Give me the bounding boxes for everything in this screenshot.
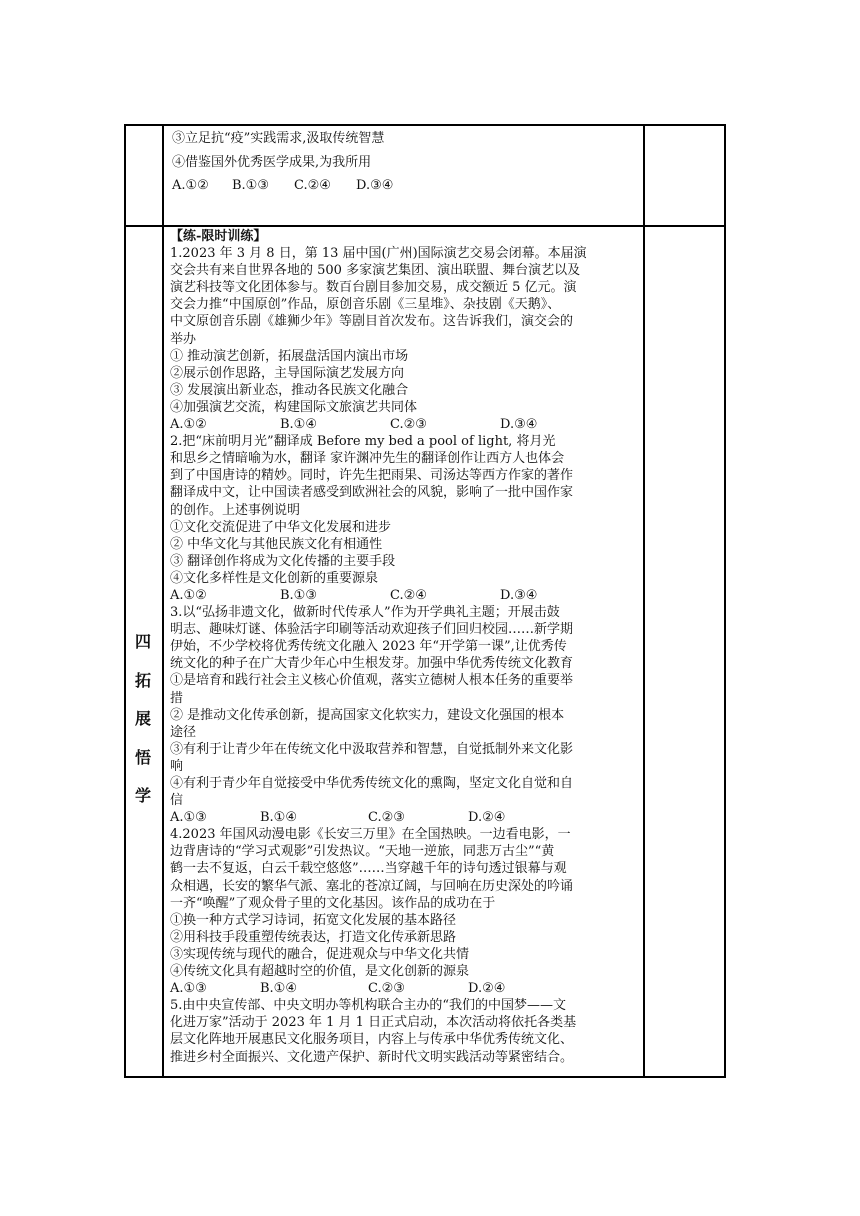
- top-options: [172, 175, 642, 199]
- q3-item: 途径: [170, 724, 197, 740]
- q3-item: ①是培育和践行社会主义核心价值观，落实立德树人根本任务的重要举: [170, 673, 574, 689]
- q3-item: ③有利于让青少年在传统文化中汲取营养和智慧，自觉抵制外来文化影: [170, 741, 574, 757]
- q2-options: [170, 587, 644, 604]
- q2-stem-line: 和思乡之情暗喻为水，翻译 家许渊冲先生的翻译创作让西方人也体会: [170, 451, 565, 467]
- table-border-right: [724, 124, 726, 1078]
- q4-item: ②用科技手段重塑传统表达，打造文化传承新思路: [170, 929, 457, 945]
- q1-option-a: A.①②: [170, 417, 207, 433]
- table-border-top: [124, 124, 726, 126]
- top-line-4: ④借鉴国外优秀医学成果,为我所用: [172, 154, 372, 170]
- q1-stem-line: 交会力推“中国原创”作品，原创音乐剧《三星堆》、杂技剧《天鹅》、: [170, 297, 561, 313]
- q4-options: [170, 980, 644, 997]
- column-divider-label: [162, 124, 164, 1078]
- q4-option-d: D.②④: [468, 981, 506, 997]
- q1-option-c: C.②③: [390, 417, 427, 433]
- row-divider: [124, 225, 726, 227]
- q4-option-b: B.①④: [260, 981, 297, 997]
- q3-item: 措: [170, 690, 184, 706]
- q2-item: ①文化交流促进了中华文化发展和进步: [170, 519, 392, 535]
- q4-item: ③实现传统与现代的融合，促进观众与中华文化共情: [170, 946, 470, 962]
- q4-stem-line: 4.2023 年国风动漫电影《长安三万里》在全国热映。一边看电影，一: [170, 827, 571, 843]
- q2-stem-line: 翻译成中文，让中国读者感受到欧洲社会的风貌，影响了一批中国作家: [170, 485, 574, 501]
- q3-item: ② 是推动文化传承创新，提高国家文化软实力，建设文化强国的根本: [170, 707, 565, 723]
- q5-stem-line: 层文化阵地开展惠民文化服务项目，内容上与传承中华优秀传统文化、: [170, 1032, 574, 1048]
- q4-option-a: A.①③: [170, 981, 207, 997]
- q3-item: 信: [170, 793, 184, 809]
- q2-option-a: A.①②: [170, 587, 207, 603]
- q3-option-b: B.①④: [260, 810, 297, 826]
- q1-options: [170, 416, 644, 433]
- q1-stem-line: 中文原创音乐剧《雄狮少年》等剧目首次发布。这告诉我们，演交会的: [170, 314, 574, 330]
- q1-item: ④加强演艺交流，构建国际文旅演艺共同体: [170, 399, 418, 415]
- q2-stem-line: 的创作。上述事例说明: [170, 502, 301, 518]
- q2-stem-line: 2.把“床前明月光”翻译成 Before my bed a pool of light, 将月光: [170, 434, 556, 450]
- practice-header: 【练-限时训练】: [170, 229, 267, 244]
- q5-stem-line: 5.由中央宣传部、中央文明办等机构联合主办的“我们的中国梦——文: [170, 998, 567, 1014]
- q1-item: ②展示创作思路，主导国际演艺发展方向: [170, 365, 405, 381]
- q1-stem-line: 举办: [170, 331, 197, 347]
- section-label-char-2: 拓: [134, 670, 151, 690]
- q2-item: ③ 翻译创作将成为文化传播的主要手段: [170, 553, 396, 569]
- q4-stem-line: 一齐“唤醒”了观众骨子里的文化基因。该作品的成功在于: [170, 895, 496, 911]
- q2-item: ④文化多样性是文化创新的重要源泉: [170, 570, 379, 586]
- q3-option-c: C.②③: [368, 810, 405, 826]
- q4-item: ④传统文化具有超越时空的价值，是文化创新的源泉: [170, 964, 470, 980]
- q1-stem-line: 交会共有来自世界各地的 500 多家演艺集团、演出联盟、舞台演艺以及: [170, 263, 581, 279]
- q3-stem-line: 3.以“弘扬非遗文化，做新时代传承人”作为开学典礼主题；开展击鼓: [170, 605, 560, 621]
- q4-option-c: C.②③: [368, 981, 405, 997]
- q3-option-a: A.①③: [170, 810, 207, 826]
- top-option-c: C.②④: [294, 178, 331, 193]
- q1-item: ③ 发展演出新业态，推动各民族文化融合: [170, 382, 409, 398]
- q3-options: [170, 809, 644, 826]
- q3-option-d: D.②④: [468, 810, 506, 826]
- q3-stem-line: 统文化的种子在广大青少年心中生根发芽。加强中华优秀传统文化教育: [170, 656, 574, 672]
- q2-option-b: B.①③: [280, 587, 317, 603]
- table-border-left: [124, 124, 126, 1078]
- section-label-char-4: 悟: [134, 747, 151, 767]
- table-border-bottom: [124, 1076, 726, 1078]
- section-label: [127, 633, 159, 826]
- q4-stem-line: 众相遇，长安的繁华气派、塞北的苍凉辽阔，与回响在历史深处的吟诵: [170, 878, 574, 894]
- top-option-b: B.①③: [232, 178, 269, 193]
- q3-stem-line: 明志、趣味灯谜、体验活字印刷等活动欢迎孩子们回归校园……新学期: [170, 622, 574, 638]
- section-label-char-3: 展: [134, 709, 151, 728]
- q5-stem-line: 化进万家”活动于 2023 年 1 月 1 日正式启动，本次活动将依托各类基: [170, 1015, 577, 1031]
- q5-stem-line: 推进乡村全面振兴、文化遗产保护、新时代文明实践活动等紧密结合。: [170, 1049, 574, 1065]
- top-option-a: A.①②: [172, 178, 209, 193]
- q2-item: ② 中华文化与其他民族文化有相通性: [170, 536, 383, 552]
- q3-item: ④有利于青少年自觉接受中华优秀传统文化的熏陶，坚定文化自觉和自: [170, 776, 574, 791]
- q1-stem-line: 1.2023 年 3 月 8 日，第 13 届中国(广州)国际演艺交易会闭幕。本届演: [170, 246, 587, 262]
- q4-stem-line: 鹤一去不复返，白云千载空悠悠”……当穿越千年的诗句透过银幕与观: [170, 861, 567, 877]
- q1-stem-line: 演艺科技等文化团体参与。数百台剧目参加交易，成交额近 5 亿元。演: [170, 280, 577, 296]
- section-label-char-5: 学: [134, 786, 151, 805]
- top-row-content: [172, 128, 642, 199]
- section-label-char-1: 四: [134, 632, 151, 651]
- q3-stem-line: 伊始，不少学校将优秀传统文化融入 2023 年“开学第一课”,让优秀传: [170, 639, 567, 655]
- q3-item: 响: [170, 758, 184, 774]
- practice-content: [170, 228, 644, 1066]
- q2-option-c: C.②④: [390, 587, 427, 603]
- q1-item: ① 推动演艺创新，拓展盘活国内演出市场: [170, 348, 409, 364]
- q2-stem-line: 到了中国唐诗的精妙。同时，许先生把雨果、司汤达等西方作家的著作: [170, 468, 574, 484]
- top-line-3: ③立足抗“疫”实践需求,汲取传统智慧: [172, 131, 385, 146]
- q4-item: ①换一种方式学习诗词，拓宽文化发展的基本路径: [170, 912, 457, 928]
- top-option-d: D.③④: [356, 178, 394, 193]
- q4-stem-line: 边背唐诗的“学习式观影”引发热议。“天地一逆旅，同悲万古尘”“黄: [170, 844, 555, 860]
- q2-option-d: D.③④: [500, 587, 538, 603]
- q1-option-b: B.①④: [280, 417, 317, 433]
- q1-option-d: D.③④: [500, 417, 538, 433]
